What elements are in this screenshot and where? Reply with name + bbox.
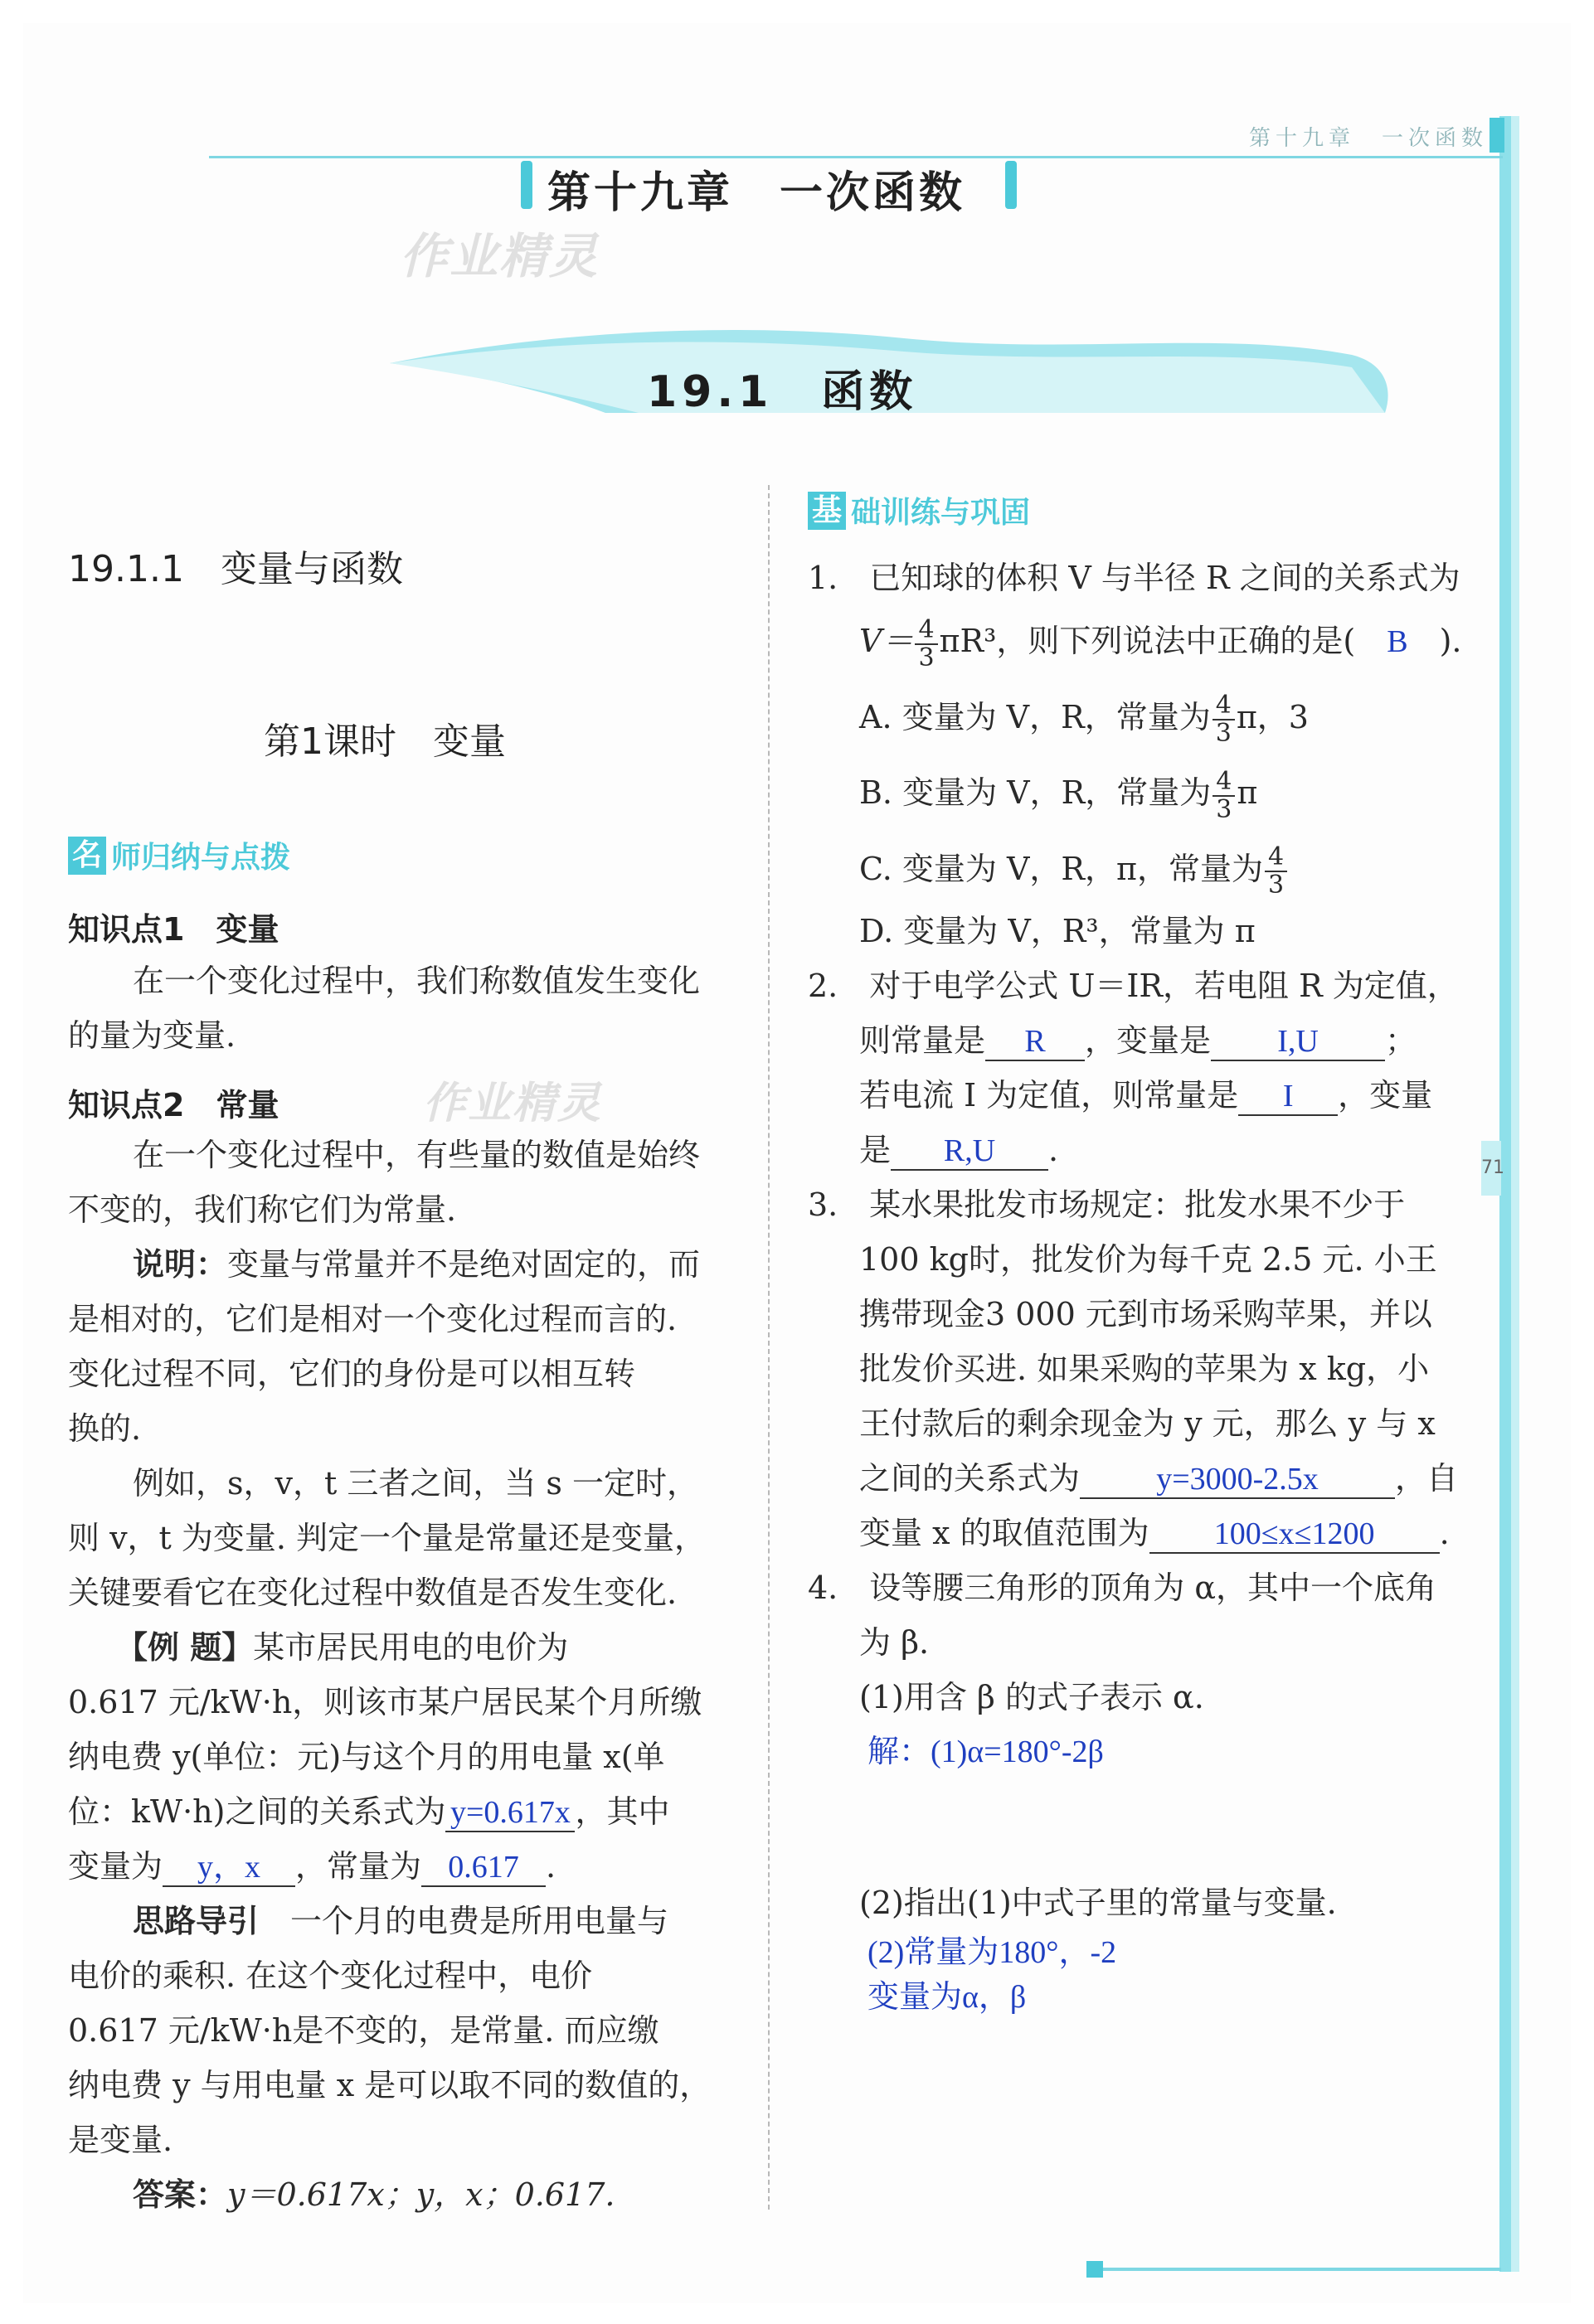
q2-line	[808, 1068, 1488, 1123]
training-heading-text: 础训练与巩固	[851, 496, 1031, 530]
fraction-num: 4	[1265, 844, 1287, 872]
text-line: 100 kg时，批发价为每千克 2.5 元. 小王	[859, 1241, 1437, 1278]
q1-formula-line	[808, 614, 1488, 672]
question-number: 2.	[808, 968, 838, 1004]
fraction	[1265, 844, 1287, 899]
fraction-num: 4	[915, 617, 937, 645]
text: 位：kW·h)之间的关系式为	[68, 1793, 446, 1830]
guide-line	[68, 1894, 748, 1948]
answer-label: 答案：	[133, 2176, 228, 2213]
fraction	[1213, 692, 1235, 747]
section-title: 19.1 函数	[647, 367, 918, 417]
text: ，自	[1395, 1460, 1459, 1497]
training-badge: 基	[808, 492, 846, 530]
answer-choice: B	[1387, 624, 1408, 659]
text: 已知球的体积 V 与半径 R 之间的关系式为	[869, 560, 1460, 596]
question-1	[808, 551, 1488, 2020]
page-edge-bar	[1499, 116, 1511, 2272]
footer-rule	[1093, 2268, 1501, 2271]
teacher-notes-heading	[68, 834, 290, 876]
answer-blank: I	[1238, 1078, 1338, 1116]
text: 某市居民用电的电价为	[253, 1629, 569, 1666]
text: 是	[859, 1132, 892, 1168]
text-line: 批发价买进. 如果采购的苹果为 x kg，小	[859, 1351, 1430, 1387]
answer-blank: R,U	[891, 1133, 1048, 1171]
notes-heading-text: 师归纳与点拨	[111, 841, 291, 875]
title-bracket-right	[1005, 161, 1017, 209]
text: ，其中	[575, 1793, 670, 1830]
header-tab	[1490, 118, 1504, 153]
example-line	[68, 1620, 748, 1675]
text-line: 在一个变化过程中，我们称数值发生变化	[133, 963, 701, 999]
lesson-title: 第1课时 变量	[264, 720, 506, 763]
text-line: 在一个变化过程中，有些量的数值是始终	[133, 1137, 701, 1173]
question-number: 1.	[808, 560, 838, 596]
answer-blank: y=0.617x	[445, 1794, 575, 1832]
text-line: 不变的，我们称它们为常量.	[68, 1191, 457, 1228]
fraction-den: 3	[1215, 719, 1232, 748]
text: ，变量	[1338, 1077, 1433, 1113]
answer-blank: 100≤x≤1200	[1149, 1516, 1440, 1554]
fraction-den: 3	[918, 643, 935, 672]
text: C. 变量为 V，R，π，常量为	[859, 850, 1263, 887]
text: π	[1237, 774, 1258, 811]
text-line: 王付款后的剩余现金为 y 元，那么 y 与 x	[859, 1405, 1436, 1442]
knowledge-point-2-title: 知识点2 常量	[68, 1087, 279, 1123]
page-number: 71	[1481, 1157, 1504, 1178]
text-line: 是变量.	[68, 2122, 173, 2158]
text-line: 为 β.	[859, 1624, 930, 1661]
option-c	[808, 842, 1488, 900]
note-line	[68, 1237, 748, 1292]
text-line: 0.617 元/kW·h，则该市某户居民某个月所缴	[68, 1684, 702, 1720]
sub-question-1: (1)用含 β 的式子表示 α.	[859, 1679, 1204, 1715]
text: ，常量为	[295, 1848, 422, 1885]
text-line: 纳电费 y 与用电量 x 是可以取不同的数值的，	[68, 2067, 712, 2103]
text: 变量为	[68, 1848, 163, 1885]
text: 之间的关系式为	[859, 1460, 1081, 1497]
text-line: 则 v，t 为变量. 判定一个量是常量还是变量，	[68, 1520, 707, 1556]
text: .	[1048, 1132, 1059, 1168]
fraction-den: 3	[1216, 794, 1232, 824]
handwritten-answer-2a: (2)常量为180°，-2	[867, 1935, 1117, 1970]
knowledge-point-1-title: 知识点1 变量	[68, 911, 279, 948]
text: 设等腰三角形的顶角为 α，其中一个底角	[869, 1570, 1437, 1606]
watermark: 作业精灵	[400, 228, 600, 284]
example-label: 【例 题】	[116, 1629, 254, 1666]
q4-line	[808, 1560, 1488, 1615]
option-b	[808, 765, 1488, 823]
text: .	[546, 1848, 556, 1885]
answer-space	[808, 1779, 1488, 1875]
text-line: 电价的乘积. 在这个变化过程中，电价	[68, 1958, 593, 1994]
fraction	[915, 614, 937, 672]
text-line: 关键要看它在变化过程中数值是否发生变化.	[68, 1574, 678, 1611]
question-number: 4.	[808, 1570, 838, 1606]
chapter-title: 第十九章 一次函数	[547, 168, 966, 218]
text: 变量与常量并不是绝对固定的，而	[227, 1246, 701, 1283]
text: ；	[1385, 1022, 1417, 1059]
knowledge-point-2-text	[68, 1128, 748, 2222]
text: .	[1439, 1515, 1450, 1551]
answer-blank: 0.617	[421, 1849, 546, 1887]
footer-marker	[1086, 2261, 1103, 2278]
question-number: 3.	[808, 1186, 838, 1223]
text: ，变量是	[1085, 1022, 1212, 1059]
fraction-num: 4	[1213, 769, 1235, 797]
text: 某水果批发市场规定：批发水果不少于	[869, 1186, 1406, 1223]
running-title: 第十九章 一次函数	[1249, 126, 1489, 151]
text: π，3	[1236, 698, 1309, 735]
sub-question-2: (2)指出(1)中式子里的常量与变量.	[859, 1885, 1337, 1921]
answer-line	[68, 2167, 748, 2222]
title-bracket-left	[521, 161, 532, 209]
q3-line	[808, 1177, 1488, 1232]
q3-line	[808, 1506, 1488, 1560]
watermark: 作业精灵	[423, 1079, 603, 1128]
notes-badge: 名	[68, 837, 106, 875]
text: B. 变量为 V，R，常量为	[859, 774, 1212, 811]
fraction-den: 3	[1268, 871, 1285, 900]
text-line: 换的.	[68, 1410, 142, 1447]
text: V＝	[859, 623, 914, 659]
text: 对于电学公式 U＝IR，若电阻 R 为定值，	[869, 968, 1459, 1004]
q2-line	[808, 1013, 1488, 1068]
answer-blank: y，x	[163, 1849, 295, 1887]
column-divider	[768, 485, 770, 2210]
example-line	[68, 1784, 748, 1839]
subsection-title: 19.1.1 变量与函数	[68, 548, 403, 590]
handwritten-answer-1: 解：(1)α=180°-2β	[867, 1735, 1104, 1769]
text: πR³，则下列说法中正确的是(	[939, 623, 1356, 659]
q2-line	[808, 958, 1488, 1013]
text-line: 纳电费 y(单位：元)与这个月的用电量 x(单	[68, 1739, 665, 1775]
text: A. 变量为 V，R，常量为	[859, 698, 1211, 735]
text: 变量 x 的取值范围为	[859, 1515, 1149, 1551]
text-line: 携带现金3 000 元到市场采购苹果，并以	[859, 1296, 1432, 1332]
text: 一个月的电费是所用电量与	[290, 1903, 669, 1939]
page-edge-bar-light	[1511, 116, 1519, 2272]
text-line: 例如，s，v，t 三者之间，当 s 一定时，	[133, 1465, 698, 1502]
guide-label: 思路导引	[133, 1903, 260, 1939]
answer-blank: I,U	[1211, 1023, 1385, 1061]
option-a	[808, 690, 1488, 748]
q3-line	[808, 1451, 1488, 1506]
q2-line	[808, 1123, 1488, 1177]
text: 若电流 I 为定值，则常量是	[859, 1077, 1239, 1113]
fraction	[1213, 766, 1235, 824]
note-label: 说明：	[133, 1246, 228, 1283]
text: ).	[1439, 623, 1462, 659]
text-line: 的量为变量.	[68, 1017, 236, 1054]
example-line	[68, 1839, 748, 1894]
fraction-num: 4	[1213, 692, 1235, 720]
answer-text: y＝0.617x；y，x；0.617.	[227, 2176, 615, 2213]
handwritten-answer-2b: 变量为α，β	[867, 1980, 1027, 2015]
text-line: 是相对的，它们是相对一个变化过程而言的.	[68, 1301, 678, 1337]
text: 则常量是	[859, 1022, 986, 1059]
text-line: 0.617 元/kW·h是不变的，是常量. 而应缴	[68, 2012, 659, 2049]
q1-line	[808, 551, 1488, 605]
answer-blank: y=3000-2.5x	[1080, 1461, 1395, 1499]
text-line: 变化过程不同，它们的身份是可以相互转	[68, 1356, 636, 1392]
option-d: D. 变量为 V，R³，常量为 π	[859, 913, 1256, 949]
basic-training-heading	[808, 489, 1030, 531]
answer-blank: R	[985, 1023, 1085, 1061]
knowledge-point-1-text	[68, 953, 748, 1063]
